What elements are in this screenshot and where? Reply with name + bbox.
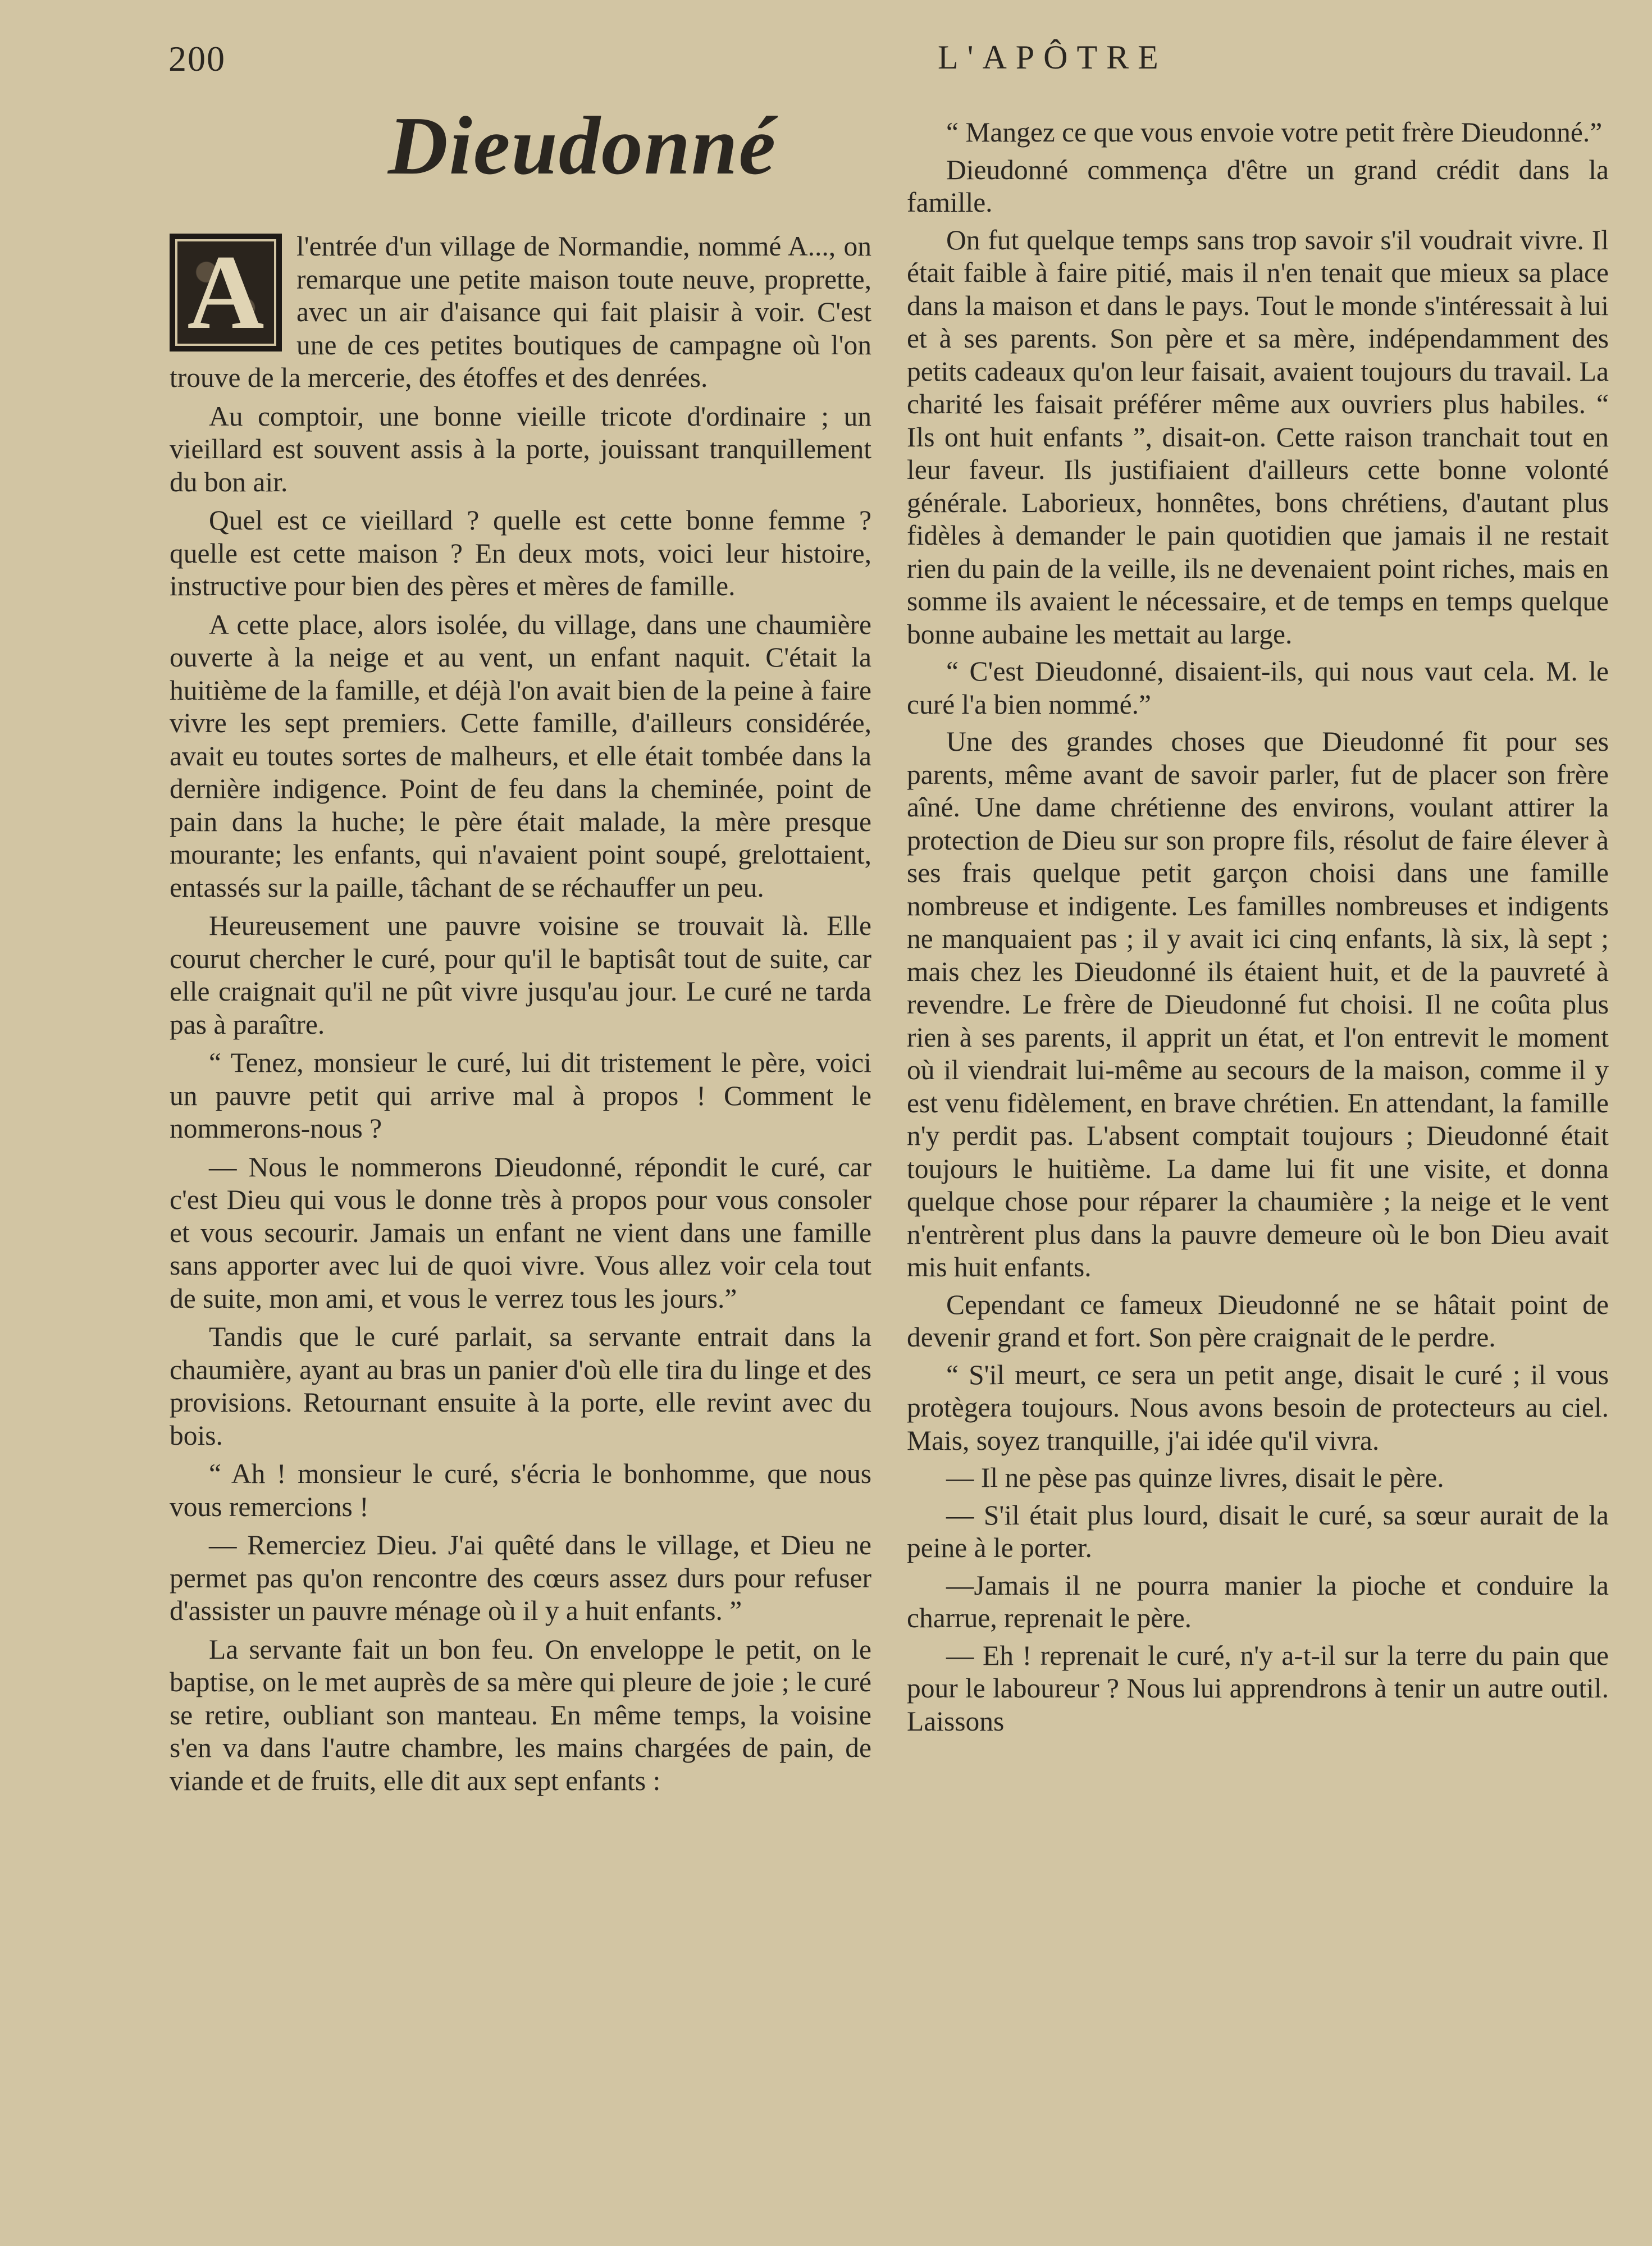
paragraph: Une des grandes choses que Dieudonné fit pour ses parents, même avant de savoir parler, fut de placer son frère aîné. Une dame chrétienne des environs, voulant attirer la protection de Dieu sur son propre fils, résolut de faire élever à ses frais quelque petit garçon choisi dans une famille nombreuse et indigente. Les familles nombreuses et indigents ne manquaient pas ; il y avait ici cinq enfants, là six, là sept ; mais chez les Dieudonné ils étaient huit, et de la pauvreté à revendre. Le frère de Dieudonné fut choisi. Il ne coûta plus rien à ses parents, il apprit un état, et l'on entrevit le moment où il viendrait lui-même au secours de la maison, comme il y est venu fidèlement, en brave chrétien. En attendant, la famille n'y perdit pas. L'absent comptait toujours ; Dieudonné était toujours le huitième. La dame lui fit une visite, et donna quelque chose pour réparer la chaumière ; la neige et le vent n'entrèrent plus dans la pauvre demeure où le bon Dieu avait mis huit enfants.	[907, 726, 1609, 1282]
paragraph: — Nous le nommerons Dieudonné, répondit le curé, car c'est Dieu qui vous le donne très à propos pour vous consoler et vous secourir. Jamais un enfant ne vient dans une famille sans apporter avec lui de quoi vivre. Vous allez voir cela tout de suite, mon ami, et vous le verrez tous les jours.”	[170, 1151, 871, 1314]
paragraph: “ S'il meurt, ce sera un petit ange, disait le curé ; il vous protègera toujours. Nous avons besoin de protecteurs au ciel. Mais, soyez tranquille, j'ai idée qu'il vivra.	[907, 1359, 1609, 1456]
paragraph: Tandis que le curé parlait, sa servante entrait dans la chaumière, ayant au bras un panier d'où elle tira du linge et des provisions. Retournant ensuite à la porte, elle revint avec du bois.	[170, 1321, 871, 1451]
paragraph: La servante fait un bon feu. On enveloppe le petit, on le baptise, on le met auprès de sa mère qui pleure de joie ; le curé se retire, oubliant son manteau. En même temps, la voisine s'en va dans l'autre chambre, les mains chargées de pain, de viande et de fruits, elle dit aux sept enfants :	[170, 1633, 871, 1796]
drop-cap-ornament	[170, 234, 282, 351]
page-number: 200	[168, 39, 226, 79]
paragraph: — Eh ! reprenait le curé, n'y a-t-il sur la terre du pain que pour le laboureur ? Nous lui apprendrons à tenir un autre outil. Laissons	[907, 1640, 1609, 1737]
paragraph: Quel est ce vieillard ? quelle est cette bonne femme ? quelle est cette maison ? En deux mots, voici leur histoire, instructive pour bien des pères et mères de famille.	[170, 505, 871, 601]
paragraph: Au comptoir, une bonne vieille tricote d'ordinaire ; un vieillard est souvent assis à la porte, jouissant tranquillement du bon air.	[170, 400, 871, 497]
paragraph: Dieudonné commença d'être un grand crédit dans la famille.	[907, 154, 1609, 218]
right-column	[907, 116, 1609, 1742]
paragraph: — Il ne pèse pas quinze livres, disait le père.	[946, 1462, 1444, 1493]
paragraph-text: l'entrée d'un village de Normandie, nommé A..., on remarque une petite maison toute neuve, proprette, avec un air d'aisance qui fait plaisir à voir. C'est une de ces petites boutiques de campagne où l'on trouve de la mercerie, des étoffes et des denrées.	[170, 231, 871, 393]
paragraph: Heureusement une pauvre voisine se trouvait là. Elle courut chercher le curé, pour qu'il le baptisât tout de suite, car elle craignait qu'il ne pût vivre jusqu'au jour. Le curé ne tarda pas à paraître.	[170, 910, 871, 1040]
paragraph: — S'il était plus lourd, disait le curé, sa sœur aurait de la peine à le porter.	[907, 1499, 1609, 1563]
paragraph: “ Mangez ce que vous envoie votre petit frère Dieudonné.”	[946, 117, 1603, 148]
paragraph: “ Tenez, monsieur le curé, lui dit tristement le père, voici un pauvre petit qui arrive mal à propos ! Comment le nommerons-nous ?	[170, 1047, 871, 1144]
paragraph: “ Ah ! monsieur le curé, s'écria le bonhomme, que nous vous remercions !	[170, 1458, 871, 1522]
paragraph: On fut quelque temps sans trop savoir s'il voudrait vivre. Il était faible à faire pitié, mais il n'en tenait que mieux sa place dans la maison et dans le pays. Tout le monde s'intéressait à lui et à ses parents. Son père et sa mère, indépendamment des petits cadeaux qu'on leur faisait, avaient toujours du travail. La charité les faisait préférer même aux ouvriers plus habiles. “ Ils ont huit enfants ”, disait-on. Cette raison tranchait tout en leur faveur. Ils justifiaient d'ailleurs cette bonne volonté générale. Laborieux, honnêtes, bons chrétiens, d'autant plus fidèles à demander le pain quotidien que jamais il ne restait rien du pain de la veille, ils ne devenaient point riches, mais en somme ils avaient le nécessaire, et de temps en temps quelque bonne aubaine les mettait au large.	[907, 224, 1609, 650]
drop-cap-letter: A	[187, 234, 264, 351]
paragraph: Cependant ce fameux Dieudonné ne se hâtait point de devenir grand et fort. Son père craignait de le perdre.	[907, 1289, 1609, 1353]
paragraph: A cette place, alors isolée, du village, dans une chaumière ouverte à la neige et au vent, un enfant naquit. C'était la huitième de la famille, et déjà l'on avait bien de la peine à faire vivre les sept premiers. Cette famille, d'ailleurs considérée, avait eu toutes sortes de malheurs, et elle était tombée dans la dernière indigence. Point de feu dans la cheminée, point de pain dans la huche; le père était malade, la mère presque mourante; les enfants, qui n'avaient point soupé, grelottaient, entassés sur la paille, tâchant de se réchauffer un peu.	[170, 609, 871, 903]
paragraph: —Jamais il ne pourra manier la pioche et conduire la charrue, reprenait le père.	[907, 1569, 1609, 1633]
paragraph	[170, 230, 871, 395]
left-column	[170, 101, 871, 1797]
running-title: L'APÔTRE	[938, 39, 1167, 76]
paragraph: — Remerciez Dieu. J'ai quêté dans le village, et Dieu ne permet pas qu'on rencontre des cœurs assez durs pour refuser d'assister un pauvre ménage où il y a huit enfants. ”	[170, 1530, 871, 1626]
article-title: Dieudonné	[387, 100, 777, 192]
paragraph: “ C'est Dieudonné, disaient-ils, qui nous vaut cela. M. le curé l'a bien nommé.”	[907, 656, 1609, 720]
page-header	[168, 38, 1606, 83]
